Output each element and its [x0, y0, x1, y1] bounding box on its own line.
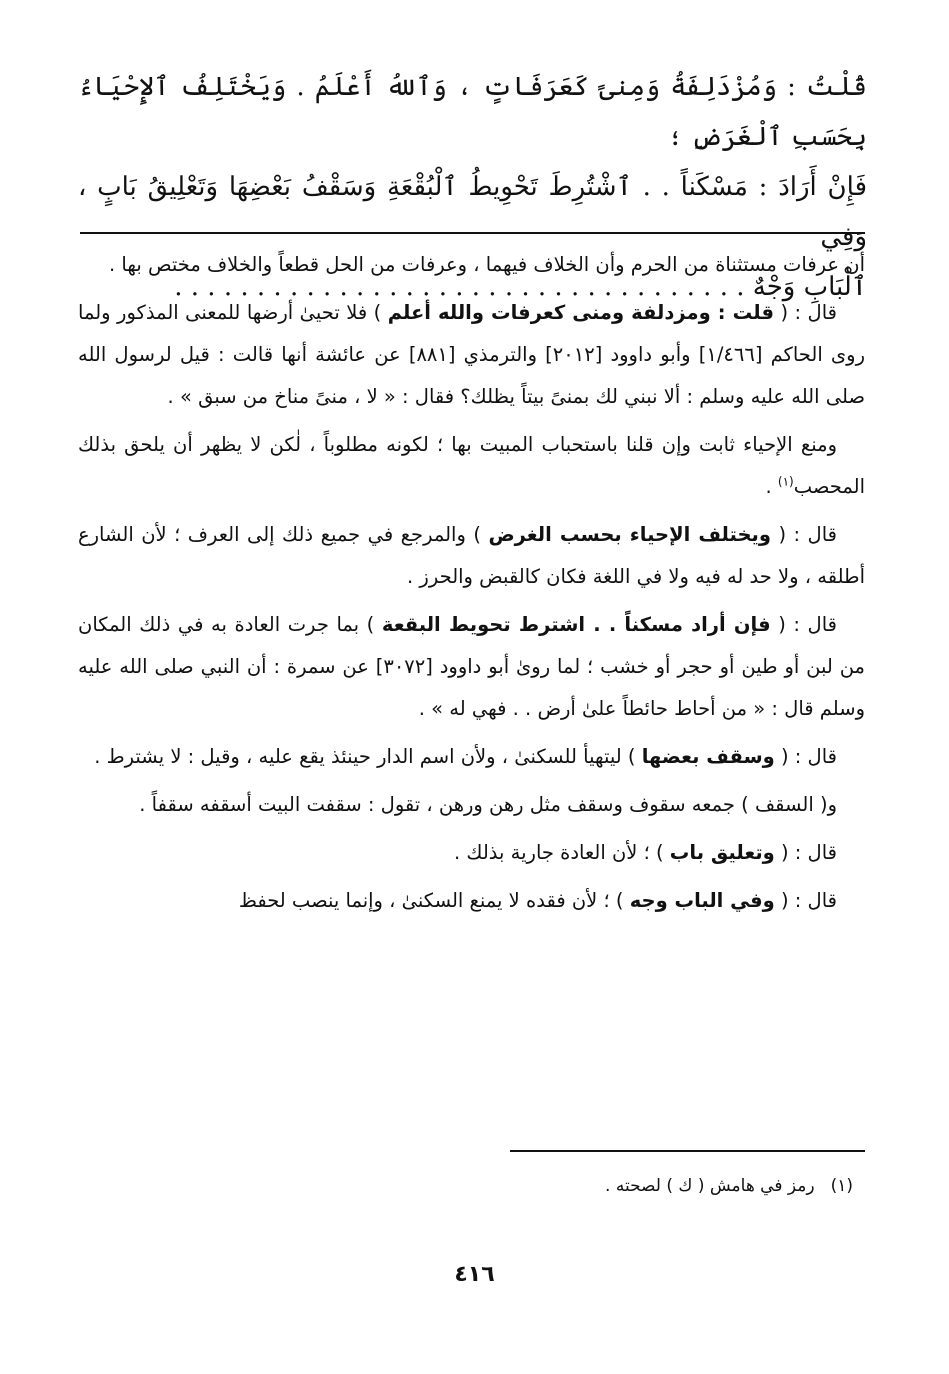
sharh-commentary [78, 244, 865, 928]
sharh-paragraph: قال : ( وسقف بعضها ) ليتهيأ للسكنىٰ ، ولأن اسم الدار حينئذ يقع عليه ، وقيل : لا يشترط . [94, 745, 837, 768]
sharh-paragraph: قال : ( فإن أراد مسكناً . . اشترط تحويط البقعة ) بما جرت العادة به في ذلك المكان من لبن أو طين أو حجر أو خشب ؛ لما روىٰ أبو داوود [٣٠٧٢] عن سمرة : أن النبي صلى الله عليه وسلم قال : « من أحاط حائطاً علىٰ أرض . . فهي له » . [78, 613, 865, 720]
quoted-matn: وتعليق باب [669, 841, 775, 864]
footnote-number: (١) [830, 1176, 853, 1196]
quoted-matn: قلت : ومزدلفة ومنى كعرفات والله أعلم [387, 301, 774, 324]
footnote-separator-rule [510, 1150, 865, 1152]
sharh-paragraph: و( السقف ) جمعه سقوف وسقف مثل رهن ورهن ، تقول : سقفت البيت أسقفه سقفاً . [139, 793, 837, 816]
sharh-paragraph: أن عرفات مستثناة من الحرم وأن الخلاف فيهما ، وعرفات من الحل قطعاً والخلاف مختص بها . [109, 253, 865, 276]
quoted-matn: فإن أراد مسكناً . . اشترط تحويط البقعة [381, 613, 771, 636]
quoted-matn: وفي الباب وجه [629, 889, 775, 912]
sharh-paragraph: قال : ( وفي الباب وجه ) ؛ لأن فقده لا يمنع السكنىٰ ، وإنما ينصب لحفظ [238, 889, 837, 912]
footnote-reference[interactable]: (١) [777, 474, 794, 489]
sharh-paragraph: ومنع الإحياء ثابت وإن قلنا باستحباب المبيت بها ؛ لكونه مطلوباً ، لٰكن لا يظهر أن يلحق بذلك المحصب$^{(١)}$ . [78, 433, 865, 498]
quoted-matn: ويختلف الإحياء بحسب الغرض [488, 523, 771, 546]
sharh-paragraph: قال : ( وتعليق باب ) ؛ لأن العادة جارية بذلك . [454, 841, 837, 864]
matn-line: قُلْتُ : وَمُزْدَلِفَةُ وَمِنىً كَعَرَفَاتٍ ، وَٱللهُ أَعْلَمُ . وَيَخْتَلِفُ ٱلإِحْيَاءُ بِحَسَبِ ٱلْغَرَضِ ؛ [78, 72, 867, 152]
footnote-text: رمز في هامش ( ك ) لصحته . [605, 1176, 815, 1196]
page-number: ٤١٦ [454, 1262, 495, 1287]
quoted-matn: وسقف بعضها [641, 745, 775, 768]
footnote [84, 1168, 853, 1204]
matn-line: ٱلْبَابِ وَجْهٌ . . . . . . . . . . . . . . . . . . . . . . . . . . . . . . . . . . . [174, 272, 867, 302]
sharh-paragraph: قال : ( قلت : ومزدلفة ومنى كعرفات والله أعلم ) فلا تحيىٰ أرضها للمعنى المذكور ولما روى الحاكم [١/٤٦٦] وأبو داوود [٢٠١٢] والترمذي [٨٨١] عن عائشة أنها قالت : قيل لرسول الله صلى الله عليه وسلم : ألا نبني لك بمنىً بيتاً يظلك؟ فقال : « لا ، منىً مناخ من سبق » . [78, 301, 865, 408]
matn-line: فَإِنْ أَرَادَ : مَسْكَناً . . ٱشْتُرِطَ تَحْوِيطُ ٱلْبُقْعَةِ وَسَقْفُ بَعْضِهَا وَتَعْلِيقُ بَابٍ ، وَفِي [78, 172, 867, 252]
matn-separator-rule [80, 232, 865, 234]
sharh-paragraph: قال : ( ويختلف الإحياء بحسب الغرض ) والمرجع في جميع ذلك إلى العرف ؛ لأن الشارع أطلقه ، ولا حد له فيه ولا في اللغة فكان كالقبض والحرز . [78, 523, 865, 588]
